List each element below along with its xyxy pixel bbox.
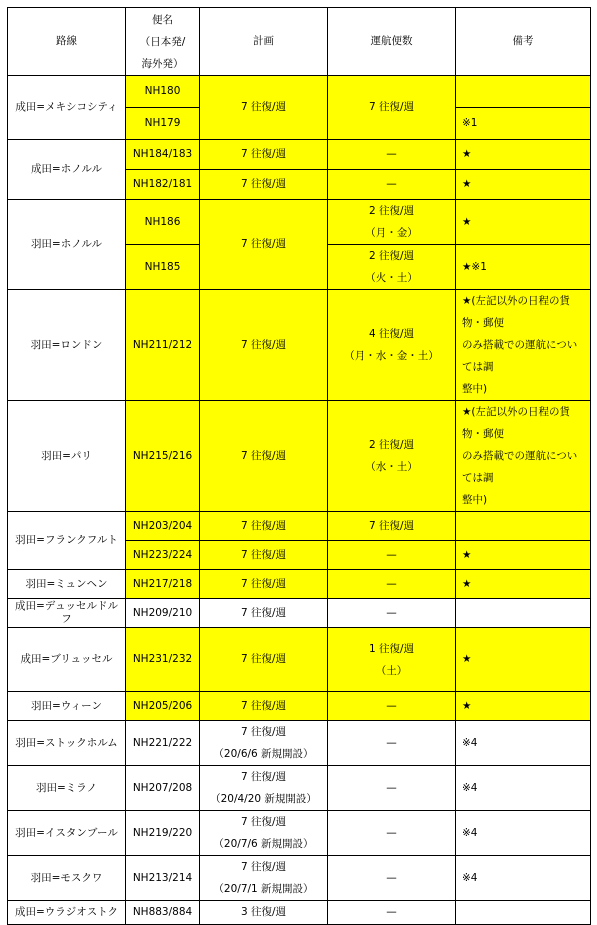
flight-cell: NH213/214 — [126, 856, 200, 901]
remark-cell: ※4 — [456, 811, 591, 856]
plan-cell: 7 往復/週 （20/6/6 新規開設） — [200, 721, 328, 766]
remark-cell — [456, 76, 591, 108]
remark-cell: ※4 — [456, 766, 591, 811]
plan-cell: 7 往復/週 （20/7/1 新規開設） — [200, 856, 328, 901]
remark-cell: ★ — [456, 140, 591, 170]
flight-cell: NH180 — [126, 76, 200, 108]
table-header-row — [8, 8, 591, 76]
operating-cell: — — [328, 856, 456, 901]
remark-cell — [456, 512, 591, 541]
flight-cell: NH231/232 — [126, 628, 200, 692]
route-cell: 成田=デュッセルドルフ — [8, 599, 126, 628]
flight-cell: NH221/222 — [126, 721, 200, 766]
operating-cell: — — [328, 599, 456, 628]
flight-cell: NH215/216 — [126, 401, 200, 512]
flight-cell: NH207/208 — [126, 766, 200, 811]
operating-cell: — — [328, 140, 456, 170]
route-cell: 羽田=ミュンヘン — [8, 570, 126, 599]
route-cell: 羽田=ミラノ — [8, 766, 126, 811]
plan-cell: 7 往復/週 — [200, 570, 328, 599]
remark-cell: ★ — [456, 541, 591, 570]
remark-cell: ※4 — [456, 856, 591, 901]
plan-cell: 7 往復/週 — [200, 692, 328, 721]
flight-cell: NH211/212 — [126, 290, 200, 401]
route-cell: 羽田=フランクフルト — [8, 512, 126, 570]
route-cell: 成田=ブリュッセル — [8, 628, 126, 692]
remark-cell: ★ — [456, 170, 591, 200]
plan-cell: 7 往復/週 — [200, 512, 328, 541]
plan-cell: 7 往復/週 — [200, 200, 328, 290]
plan-cell: 7 往復/週 — [200, 170, 328, 200]
operating-cell: — — [328, 692, 456, 721]
operating-cell: — — [328, 170, 456, 200]
remark-cell: ★(左記以外の日程の貨物・郵便 のみ搭載での運航については調 整中) — [456, 401, 591, 512]
route-cell: 羽田=ロンドン — [8, 290, 126, 401]
route-cell: 成田=ホノルル — [8, 140, 126, 200]
operating-cell: 2 往復/週 （月・金） — [328, 200, 456, 245]
plan-cell: 7 往復/週 （20/7/6 新規開設） — [200, 811, 328, 856]
operating-cell: — — [328, 766, 456, 811]
table-row — [8, 766, 591, 811]
flight-cell: NH184/183 — [126, 140, 200, 170]
flight-cell: NH186 — [126, 200, 200, 245]
operating-cell: — — [328, 541, 456, 570]
flight-cell: NH205/206 — [126, 692, 200, 721]
flight-cell: NH182/181 — [126, 170, 200, 200]
table-row — [8, 721, 591, 766]
route-cell: 成田=ウラジオストク — [8, 901, 126, 925]
route-cell: 羽田=モスクワ — [8, 856, 126, 901]
operating-cell: 7 往復/週 — [328, 76, 456, 140]
header-operating: 運航便数 — [328, 8, 456, 76]
flight-cell: NH185 — [126, 245, 200, 290]
plan-cell: 7 往復/週 — [200, 628, 328, 692]
route-cell: 羽田=ホノルル — [8, 200, 126, 290]
table-row — [8, 401, 591, 512]
plan-cell: 7 往復/週 — [200, 599, 328, 628]
remark-cell: ★ — [456, 628, 591, 692]
table-row — [8, 570, 591, 599]
plan-cell: 7 往復/週 （20/4/20 新規開設） — [200, 766, 328, 811]
operating-cell: 2 往復/週 （火・土） — [328, 245, 456, 290]
remark-cell: ※1 — [456, 108, 591, 140]
table-row — [8, 901, 591, 925]
remark-cell — [456, 901, 591, 925]
operating-cell: — — [328, 811, 456, 856]
header-route: 路線 — [8, 8, 126, 76]
remark-cell — [456, 599, 591, 628]
table-row — [8, 76, 591, 108]
route-cell: 羽田=パリ — [8, 401, 126, 512]
table-row — [8, 811, 591, 856]
operating-cell: 1 往復/週 （土） — [328, 628, 456, 692]
operating-cell: — — [328, 721, 456, 766]
table-row — [8, 140, 591, 170]
remark-cell: ★※1 — [456, 245, 591, 290]
plan-cell: 7 往復/週 — [200, 290, 328, 401]
remark-cell: ★ — [456, 570, 591, 599]
operating-cell: 4 往復/週 （月・水・金・土） — [328, 290, 456, 401]
flight-cell: NH209/210 — [126, 599, 200, 628]
plan-cell: 7 往復/週 — [200, 541, 328, 570]
flight-cell: NH203/204 — [126, 512, 200, 541]
operating-cell: 2 往復/週 （水・土） — [328, 401, 456, 512]
table-row — [8, 512, 591, 541]
table-row — [8, 599, 591, 628]
header-plan: 計画 — [200, 8, 328, 76]
remark-cell: ★ — [456, 692, 591, 721]
table-row — [8, 200, 591, 245]
route-cell: 羽田=イスタンブール — [8, 811, 126, 856]
flight-cell: NH223/224 — [126, 541, 200, 570]
table-row — [8, 290, 591, 401]
header-remarks: 備考 — [456, 8, 591, 76]
operating-cell: 7 往復/週 — [328, 512, 456, 541]
table-row — [8, 856, 591, 901]
header-flight: 便名 （日本発/ 海外発） — [126, 8, 200, 76]
flight-cell: NH217/218 — [126, 570, 200, 599]
route-cell: 成田=メキシコシティ — [8, 76, 126, 140]
flight-cell: NH883/884 — [126, 901, 200, 925]
route-cell: 羽田=ストックホルム — [8, 721, 126, 766]
flight-cell: NH179 — [126, 108, 200, 140]
plan-cell: 7 往復/週 — [200, 140, 328, 170]
route-cell: 羽田=ウィーン — [8, 692, 126, 721]
remark-cell: ※4 — [456, 721, 591, 766]
plan-cell: 3 往復/週 — [200, 901, 328, 925]
operating-cell: — — [328, 570, 456, 599]
flight-schedule-table — [7, 7, 591, 925]
operating-cell: — — [328, 901, 456, 925]
plan-cell: 7 往復/週 — [200, 76, 328, 140]
table-row — [8, 628, 591, 692]
table-row — [8, 692, 591, 721]
flight-cell: NH219/220 — [126, 811, 200, 856]
plan-cell: 7 往復/週 — [200, 401, 328, 512]
remark-cell: ★(左記以外の日程の貨物・郵便 のみ搭載での運航については調 整中) — [456, 290, 591, 401]
remark-cell: ★ — [456, 200, 591, 245]
